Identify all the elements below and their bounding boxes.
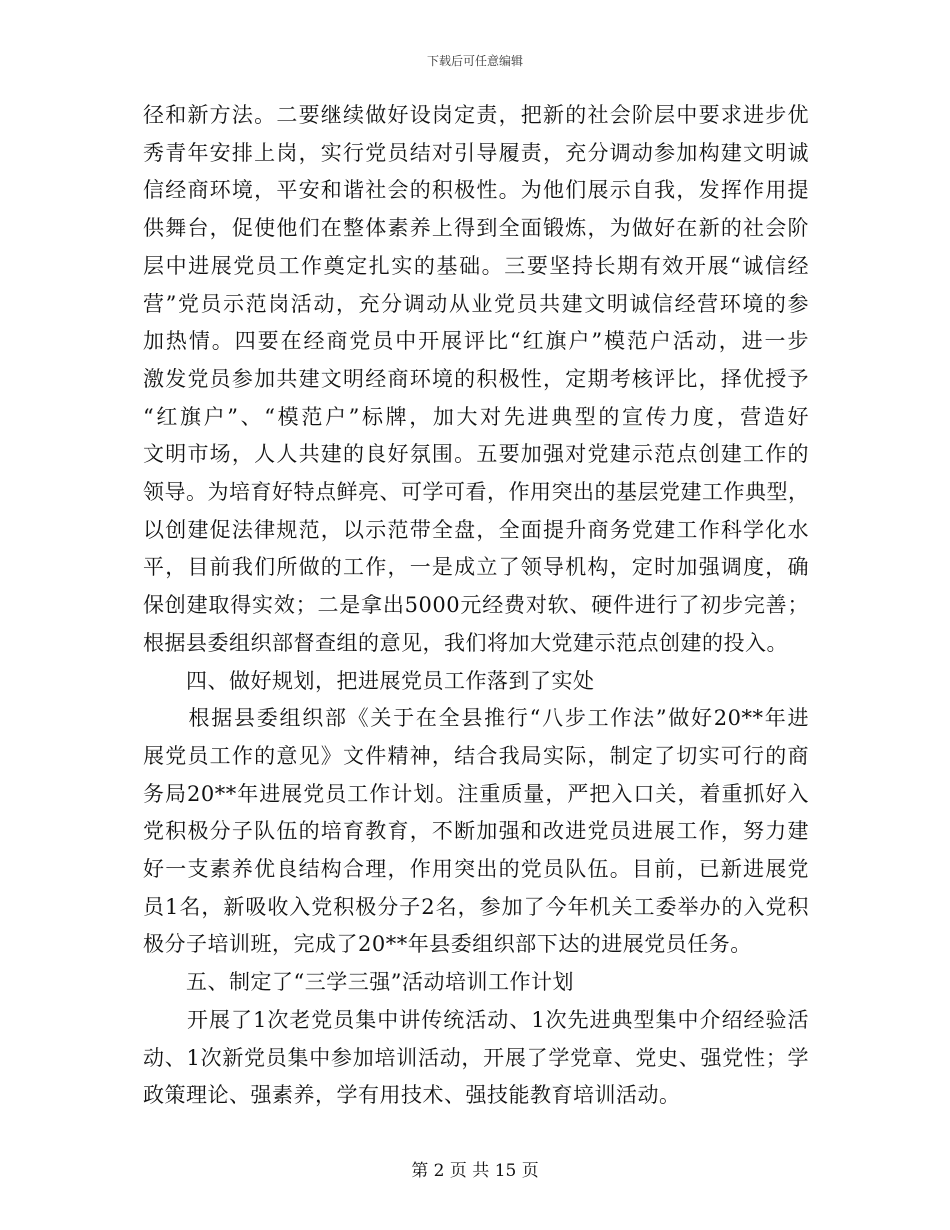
text-line: 政策理论、强素养，学有用技术、强技能教育培训活动。 <box>143 1083 681 1108</box>
text-line: 加热情。四要在经商党员中开展评比“红旗户”模范户活动，进一步 <box>143 329 809 354</box>
text-line: “红旗户”、“模范户”标牌，加大对先进典型的宣传力度，营造好 <box>143 404 809 429</box>
text-line: 径和新方法。二要继续做好设岗定责，把新的社会阶层中要求进步优 <box>143 103 809 127</box>
text-line: 开展了1次老党员集中讲传统活动、1次先进典型集中介绍经验活 <box>143 1007 809 1032</box>
text-line: 领导。为培育好特点鲜亮、可学可看，作用突出的基层党建工作典型， <box>143 480 809 505</box>
text-line: 党积极分子队伍的培育教育，不断加强和改进党员进展工作，努力建 <box>143 819 809 844</box>
text-line: 平，目前我们所做的工作，一是成立了领导机构，定时加强调度，确 <box>143 555 809 580</box>
text-line: 层中进展党员工作奠定扎实的基础。三要坚持长期有效开展“诚信经 <box>143 253 809 278</box>
text-line: 秀青年安排上岗，实行党员结对引导履责，充分调动参加构建文明诚 <box>143 140 809 165</box>
text-line: 激发党员参加共建文明经商环境的积极性，定期考核评比，择优授予 <box>143 366 809 391</box>
text-line: 四、做好规划，把进展党员工作落到了实处 <box>143 668 595 693</box>
text-line: 信经商环境，平安和谐社会的积极性。为他们展示自我，发挥作用提 <box>143 178 809 203</box>
text-line: 以创建促法律规范，以示范带全盘，全面提升商务党建工作科学化水 <box>143 517 809 542</box>
text-line: 根据县委组织部督查组的意见，我们将加大党建示范点创建的投入。 <box>143 630 788 655</box>
text-line: 保创建取得实效；二是拿出5000元经费对软、硬件进行了初步完善； <box>143 593 809 618</box>
page-number: 第 2 页 共 15 页 <box>411 1161 539 1181</box>
text-line: 员1名，新吸收入党积极分子2名，参加了今年机关工委举办的入党积 <box>143 894 809 919</box>
text-line: 五、制定了“三学三强”活动培训工作计划 <box>143 970 574 995</box>
text-line: 好一支素养优良结构合理，作用突出的党员队伍。目前，已新进展党 <box>143 857 809 882</box>
text-line: 文明市场，人人共建的良好氛围。五要加强对党建示范点创建工作的 <box>143 442 809 467</box>
page-header-note: 下载后可任意编辑 <box>426 54 523 68</box>
document-body <box>143 97 809 1115</box>
text-line: 动、1次新党员集中参加培训活动，开展了学党章、党史、强党性；学 <box>143 1045 809 1070</box>
text-line: 展党员工作的意见》文件精神，结合我局实际，制定了切实可行的商 <box>143 743 809 768</box>
text-line: 极分子培训班，完成了20**年县委组织部下达的进展党员任务。 <box>143 932 752 957</box>
text-line: 务局20**年进展党员工作计划。注重质量，严把入口关，着重抓好入 <box>143 781 809 806</box>
text-line: 供舞台，促使他们在整体素养上得到全面锻炼，为做好在新的社会阶 <box>143 216 809 241</box>
text-line: 营”党员示范岗活动，充分调动从业党员共建文明诚信经营环境的参 <box>143 291 809 316</box>
text-line: 根据县委组织部《关于在全县推行“八步工作法”做好20**年进 <box>143 706 809 731</box>
